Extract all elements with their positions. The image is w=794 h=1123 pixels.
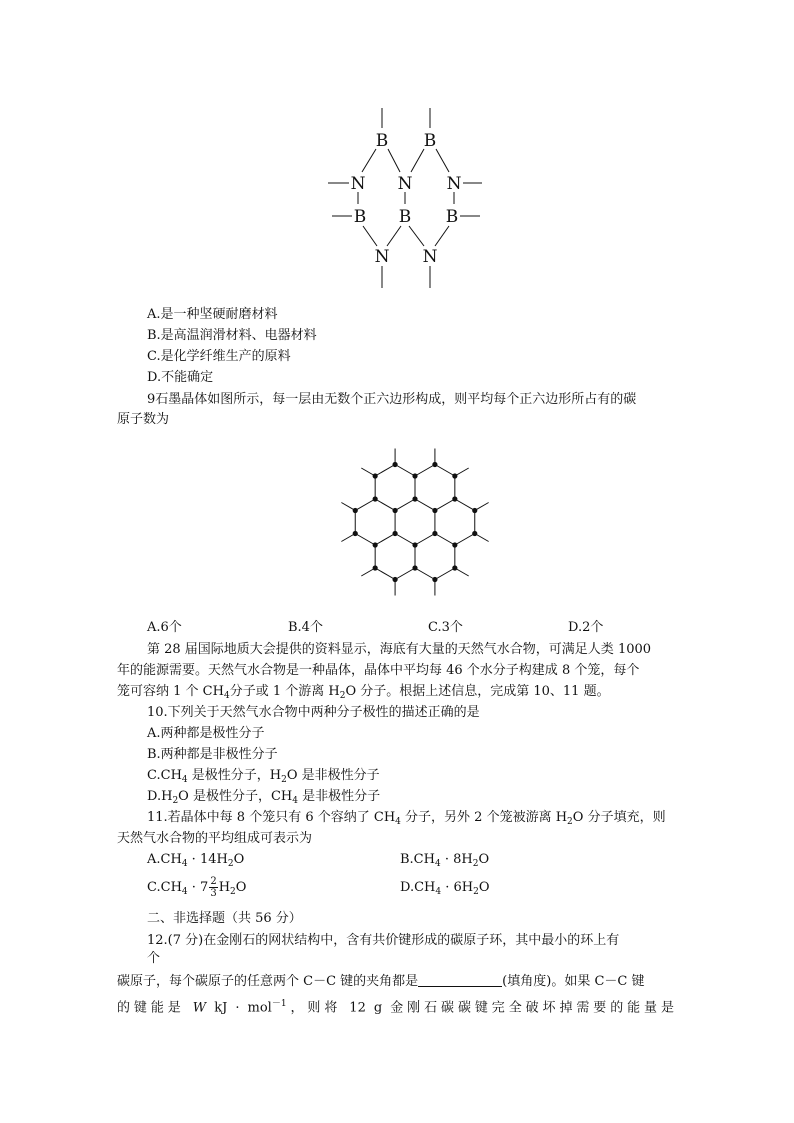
fraction: $\frac{2}{3}$ xyxy=(210,876,217,899)
carbon-atom-dot xyxy=(412,496,417,501)
graphite-bond xyxy=(415,568,435,580)
passage-line3: 笼可容纳 1 个 $CH_4$分子或 1 个游离 $H_2O$ 分子。根据上述信息，完成第 10、11 题。 xyxy=(117,684,610,701)
carbon-atom-dot xyxy=(392,462,397,467)
atom-label-b: B xyxy=(398,207,412,227)
carbon-atom-dot xyxy=(353,508,358,513)
graphite-bond xyxy=(355,499,375,511)
q9-stem-line1: 9石墨晶体如图所示，每一层由无数个正六边形构成，则平均每个正六边形所占有的碳 xyxy=(147,392,637,407)
answer-blank[interactable] xyxy=(418,972,502,987)
carbon-atom-dot xyxy=(373,565,378,570)
carbon-atom-dot xyxy=(373,473,378,478)
carbon-atom-dot xyxy=(452,473,457,478)
graphite-bond xyxy=(395,465,415,477)
carbon-atom-dot xyxy=(452,542,457,547)
carbon-atom-dot xyxy=(412,473,417,478)
carbon-atom-dot xyxy=(432,577,437,582)
q12-line1: 12.(7 分)在金刚石的网状结构中，含有共价键形成的碳原子环，其中最小的环上有 xyxy=(147,933,620,948)
q12-line1b: 个 xyxy=(147,951,161,966)
atom-label-n: N xyxy=(422,247,438,267)
q11-option-a: $A.CH_4 \cdot 14H_2O$ xyxy=(147,852,245,869)
graphite-bond xyxy=(435,465,455,477)
graphite-bond xyxy=(435,568,455,580)
passage-line2: 年的能源需要。天然气水合物是一种晶体，晶体中平均每 46 个水分子构建成 8 个笼，每个 xyxy=(117,663,640,678)
carbon-atom-dot xyxy=(392,531,397,536)
q8-option-b: B.是高温润滑材料、电器材料 xyxy=(147,328,317,343)
carbon-atom-dot xyxy=(432,508,437,513)
q11-option-b: $B.CH_4 \cdot 8H_2O$ xyxy=(400,852,490,869)
q10-option-c: $C.CH_4$ 是极性分子，$H_2O$ 是非极性分子 xyxy=(147,768,380,785)
q8-option-d: D.不能确定 xyxy=(147,370,214,385)
carbon-atom-dot xyxy=(373,542,378,547)
q9-option-a: A.6个 xyxy=(147,620,182,635)
q11-option-d: $D.CH_4 \cdot 6H_2O$ xyxy=(400,880,490,897)
atom-label-b: B xyxy=(423,131,437,151)
graphite-layer-figure xyxy=(320,430,510,615)
q11-stem-line1: 11.若晶体中每 8 个笼只有 6 个容纳了 $CH_4$ 分子，另外 2 个笼被游离 $H_2O$ 分子填充，则 xyxy=(147,810,666,827)
carbon-atom-dot xyxy=(353,531,358,536)
carbon-atom-dot xyxy=(472,531,477,536)
carbon-atom-dot xyxy=(432,462,437,467)
graphite-bond xyxy=(395,568,415,580)
q9-option-b: B.4个 xyxy=(288,620,323,635)
q9-stem-line2: 原子数为 xyxy=(117,412,170,427)
q11-option-c: $C.CH_4 \cdot 7$ $\frac{2}{3}$ $H_2O$ xyxy=(147,876,247,899)
q12-line3: 的键能是 W kJ · mol$^{-1}$，则将 12 g 金刚石碳碳键完全破坏掉需要的能量是 xyxy=(117,999,674,1016)
graphite-bond xyxy=(455,499,475,511)
atom-label-n: N xyxy=(350,174,366,194)
graphite-bond xyxy=(415,534,435,546)
atom-label-b: B xyxy=(353,207,367,227)
graphite-bond xyxy=(435,499,455,511)
q10-option-a: A.两种都是极性分子 xyxy=(147,726,265,741)
graphite-bond xyxy=(375,534,395,546)
carbon-atom-dot xyxy=(452,496,457,501)
graphite-bond xyxy=(415,465,435,477)
q11-stem-line2: 天然气水合物的平均组成可表示为 xyxy=(117,831,313,846)
graphite-bond xyxy=(435,534,455,546)
carbon-atom-dot xyxy=(392,508,397,513)
graphite-bond xyxy=(415,499,435,511)
q8-option-c: C.是化学纤维生产的原料 xyxy=(147,349,291,364)
carbon-atom-dot xyxy=(472,508,477,513)
graphite-bond xyxy=(395,499,415,511)
carbon-atom-dot xyxy=(412,542,417,547)
q10-option-b: B.两种都是非极性分子 xyxy=(147,747,278,762)
atom-label-n: N xyxy=(374,247,390,267)
graphite-bond xyxy=(455,534,475,546)
graphite-bond xyxy=(375,499,395,511)
q9-option-c: C.3个 xyxy=(428,620,463,635)
q9-option-d: D.2个 xyxy=(568,620,604,635)
carbon-atom-dot xyxy=(412,565,417,570)
graphite-bond xyxy=(355,534,375,546)
q12-line2: 碳原子，每个碳原子的任意两个 C－C 键的夹角都是 (填角度)。如果 C－C 键 xyxy=(117,974,645,989)
bn-structure-figure xyxy=(320,100,500,300)
carbon-atom-dot xyxy=(392,577,397,582)
graphite-bond xyxy=(395,534,415,546)
q10-option-d: $D.H_2O$ 是极性分子，$CH_4$ 是非极性分子 xyxy=(147,789,381,806)
carbon-atom-dot xyxy=(432,531,437,536)
carbon-atom-dot xyxy=(373,496,378,501)
atom-label-b: B xyxy=(375,131,389,151)
atom-label-n: N xyxy=(446,174,462,194)
graphite-bond xyxy=(375,465,395,477)
q10-stem: 10.下列关于天然气水合物中两种分子极性的描述正确的是 xyxy=(147,705,480,720)
q8-option-a: A.是一种坚硬耐磨材料 xyxy=(147,307,278,322)
atom-label-b: B xyxy=(445,207,459,227)
section-title: 二、非选择题（共 56 分） xyxy=(147,911,302,926)
carbon-atom-dot xyxy=(452,565,457,570)
graphite-bond xyxy=(375,568,395,580)
atom-label-n: N xyxy=(397,174,413,194)
passage-line1: 第 28 届国际地质大会提供的资料显示，海底有大量的天然气水合物，可满足人类 1000 xyxy=(147,642,652,657)
